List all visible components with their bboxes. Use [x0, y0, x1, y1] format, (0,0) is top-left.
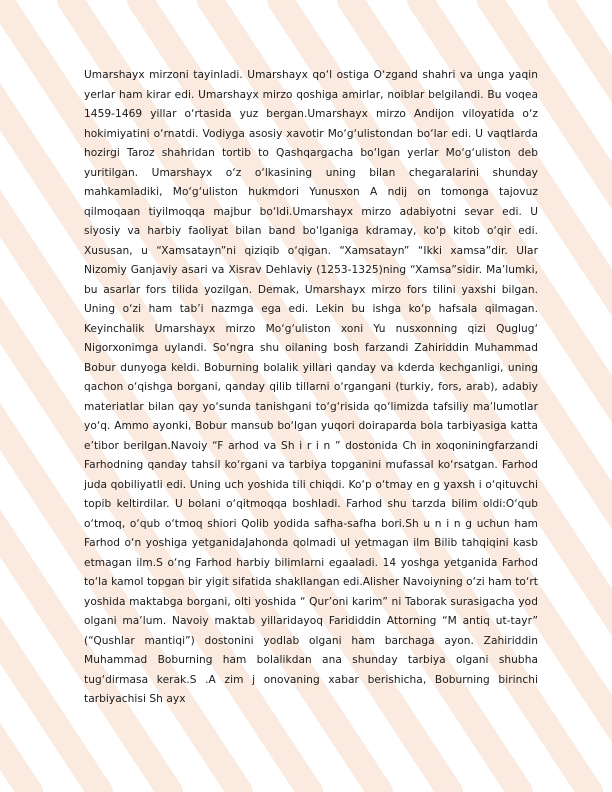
- document-body: [84, 66, 538, 710]
- paragraph: Umarshayx mirzoni tayinladi. Umarshayx qo‘l ostiga O‘zgand shahri va unga yaqin yerlar ham kirar edi. Umarshayx mirzo qoshiga amirlar, noiblar belgilandi. Bu voqea 1459-1469 yillar o‘rtasida yuz bergan.Umarshayx mirzo Andijon viloyatida o‘z hokimiyatini o‘rnatdi. Vodiyga asosiy xavotir Mo‘g‘ulistondan bo‘lar edi. U vaqtlarda hozirgi Taroz shahridan tortib to Qashqargacha bo‘lgan yerlar Mo‘g‘uliston deb yuritilgan. Umarshayx o‘z o‘lkasining uning bilan chegaralarini shunday mahkamladiki, Mo‘g‘uliston hukmdori Yunusxon A ndij on tomonga tajovuz qilmoqaan tiyilmoqqa majbur bo‘ldi.Umarshayx mirzo adabiyotni sevar edi. U siyosiy va harbiy faoliyat bilan band bo‘lganiga kdramay, ko‘p kitob o‘qir edi. Xususan, u “Xamsatayn”ni qiziqib o‘qigan. “Xamsatayn” “Ikki xamsa”dir. Ular Nizomiy Ganjaviy asari va Xisrav Dehlaviy (1253-1325)ning “Xamsa”sidir. Ma’lumki, bu asarlar fors tilida yozilgan. Demak, Umarshayx mirzo fors tilini yaxshi bilgan. Uning o‘zi ham tab’i nazmga ega edi. Lekin bu ishga ko‘p hafsala qilmagan. Keyinchalik Umarshayx mirzo Mo‘g‘uliston xoni Yu nusxonning qizi Quglug‘ Nigorxonimga uylandi. So‘ngra shu oilaning bosh farzandi Zahiriddin Muhammad Bobur dunyoga keldi. Boburning bolalik yillari qanday va kderda kechganligi, uning qachon o‘qishga borgani, qanday qilib tillarni o‘rgangani (turkiy, fors, arab), adabiy materiatlar bilan qay yo‘sunda tanishgani to‘g‘risida qo‘limizda tafsiliy ma’lumotlar yo‘q. Ammo ayonki, Bobur mansub bo‘lgan yuqori doiraparda bola tarbiyasiga katta e’tibor berilgan.Navoiy “F arhod va Sh i r i n ” dostonida Ch in xoqoniningfarzandi Farhodning qanday tahsil ko‘rgani va tarbiya topganini mufassal ko‘rsatgan. Farhod juda qobiliyatli edi. Uning uch yoshida tili chiqdi. Ko‘p o‘tmay en g yaxsh i o‘qituvchi topib keltirdilar. U bolani o‘qitmoqqa boshladi. Farhod shu tarzda bilim oldi:O‘qub o‘tmoq, o‘qub o‘tmoq shiori Qolib yodida safha-safha bori.Sh u n i n g uchun ham Farhod o‘n yoshiga yetganidaJahonda qolmadi ul yetmagan ilm Bilib tahqiqini kasb etmagan ilm.S o‘ng Farhod harbiy bilimlarni egaaladi. 14 yoshga yetganida Farhod to‘la kamol topgan bir yigit sifatida shakllangan edi.Alisher Navoiyning o‘zi ham to‘rt yoshida maktabga borgani, olti yoshida “ Qur’oni karim” ni Taborak surasigacha yod olgani ma’lum. Navoiy maktab yillaridayoq Farididdin Attorning “M antiq ut-tayr” (“Qushlar mantiqi”) dostonini yodlab olgani ham barchaga ayon. Zahiriddin Muhammad Boburning ham bolalikdan ana shunday tarbiya olgani shubha tug‘dirmasa kerak.S .A zim j onovaning xabar berishicha, Boburning birinchi tarbiyachisi Sh ayx: [84, 69, 538, 705]
- watermark-stripe: [560, 0, 612, 792]
- watermark-stripe: [0, 0, 30, 792]
